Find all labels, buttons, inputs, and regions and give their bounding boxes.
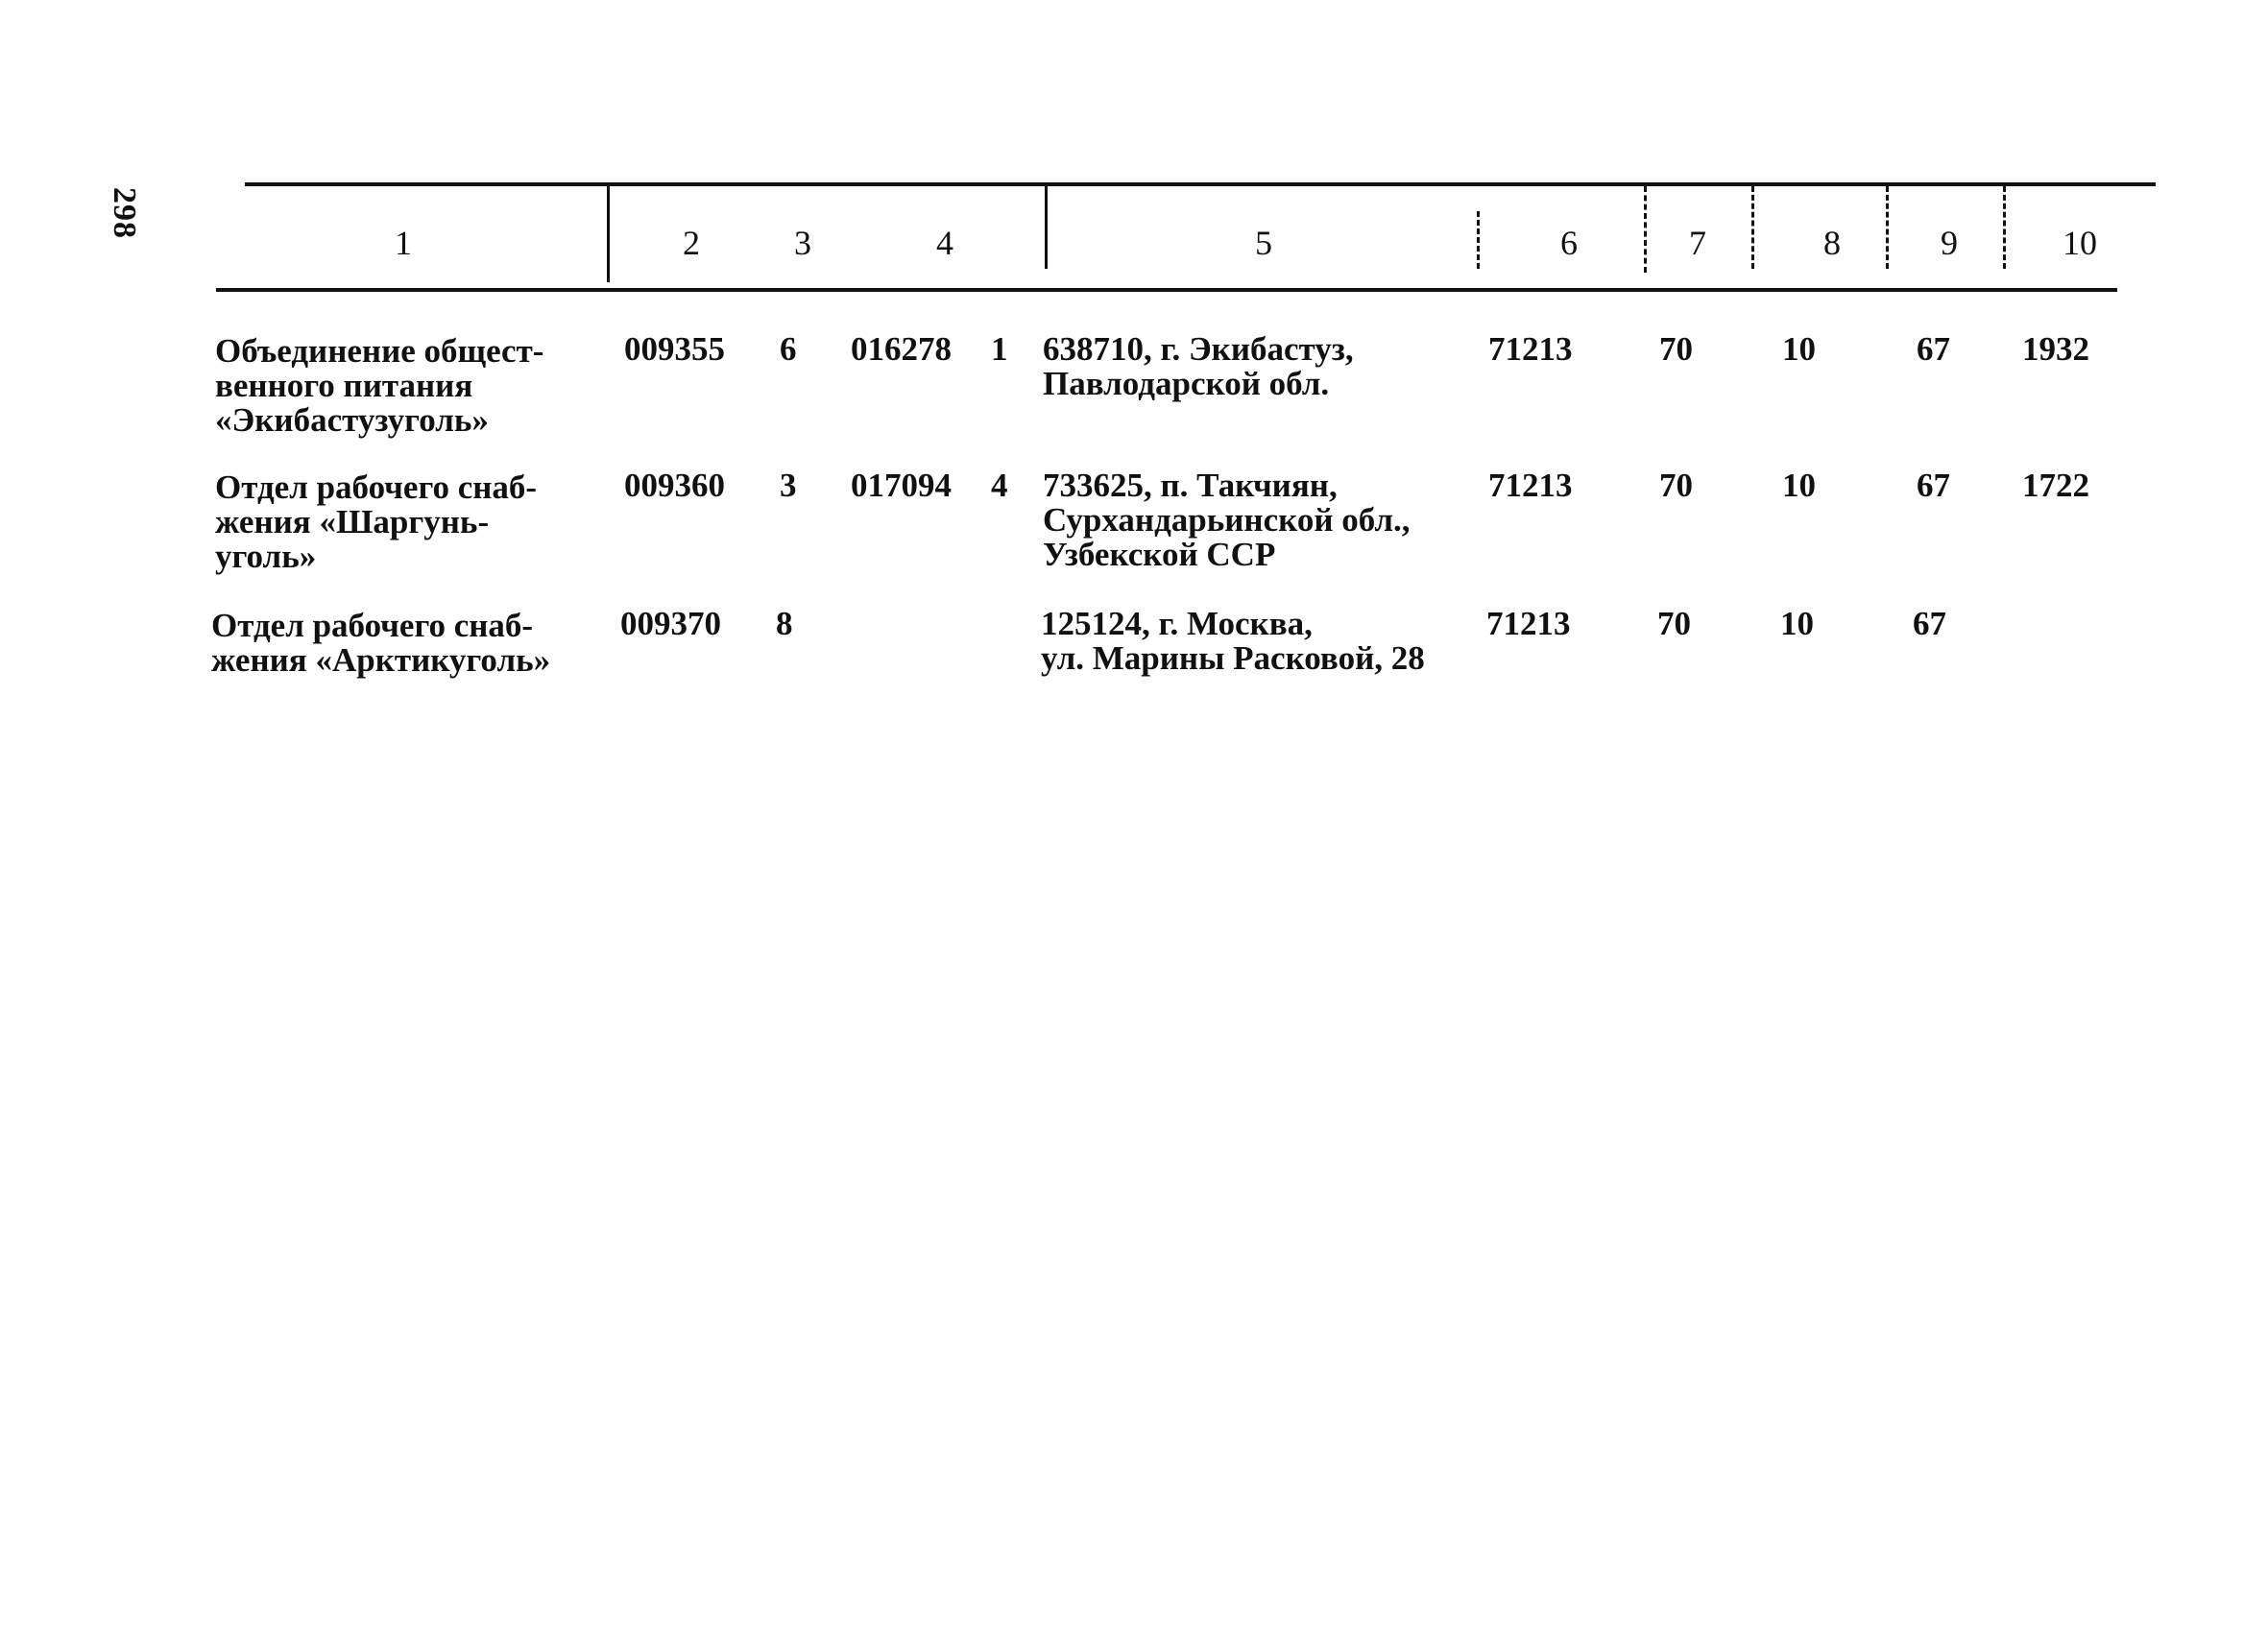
header-separator xyxy=(2003,186,2006,269)
row-1-address: 638710, г. Экибастуз, Павлодарской обл. xyxy=(1043,330,1354,402)
row-2-organization: Отдел рабочего снаб- жения «Шаргунь- уголь» xyxy=(215,468,538,575)
row-1-col-2: 009355 xyxy=(624,330,725,368)
header-separator xyxy=(1644,186,1647,273)
header-col-4: 4 xyxy=(936,224,953,262)
row-1-col-9: 67 xyxy=(1917,330,1950,368)
row-2-col-2: 009360 xyxy=(624,467,725,504)
row-1-col-10: 1932 xyxy=(2022,330,2089,368)
row-2-col-4-suffix: 4 xyxy=(991,467,1008,504)
header-separator xyxy=(1045,186,1048,269)
row-3-col-3: 8 xyxy=(776,605,793,642)
row-2-col-10: 1722 xyxy=(2022,467,2089,504)
header-col-3: 3 xyxy=(794,224,811,262)
row-1-col-3: 6 xyxy=(780,330,797,368)
row-1-col-8: 10 xyxy=(1782,330,1816,368)
header-col-8: 8 xyxy=(1823,224,1841,262)
table-top-rule xyxy=(245,182,2156,186)
row-2-col-4: 017094 xyxy=(851,467,952,504)
row-1-col-4: 016278 xyxy=(851,330,952,368)
header-bottom-rule xyxy=(216,288,2117,292)
header-col-1: 1 xyxy=(395,224,412,262)
row-2-col-9: 67 xyxy=(1917,467,1950,504)
row-1-organization: Объединение общест- венного питания «Экибастузуголь» xyxy=(215,332,544,439)
row-3-col-7: 70 xyxy=(1657,605,1691,642)
row-2-col-3: 3 xyxy=(780,467,797,504)
header-separator xyxy=(1886,186,1889,269)
header-col-10: 10 xyxy=(2063,224,2097,262)
row-1-col-7: 70 xyxy=(1659,330,1693,368)
row-3-organization: Отдел рабочего снаб- жения «Арктикуголь» xyxy=(211,607,551,679)
header-col-2: 2 xyxy=(683,224,700,262)
row-3-col-2: 009370 xyxy=(620,605,721,642)
row-1-col-4-suffix: 1 xyxy=(991,330,1008,368)
row-3-address: 125124, г. Москва, ул. Марины Расковой, 28 xyxy=(1041,605,1425,677)
page-number: 298 xyxy=(107,187,142,239)
row-3-col-9: 67 xyxy=(1913,605,1946,642)
row-2-address: 733625, п. Такчиян, Сурхандарьинской обл., Узбекской ССР xyxy=(1043,467,1411,573)
header-col-9: 9 xyxy=(1941,224,1958,262)
row-3-col-6: 71213 xyxy=(1486,605,1571,642)
header-separator xyxy=(1751,186,1754,269)
header-separator xyxy=(607,186,610,282)
header-col-5: 5 xyxy=(1255,224,1272,262)
header-col-7: 7 xyxy=(1689,224,1706,262)
row-2-col-6: 71213 xyxy=(1488,467,1573,504)
header-col-6: 6 xyxy=(1560,224,1578,262)
row-1-col-6: 71213 xyxy=(1488,330,1573,368)
row-2-col-8: 10 xyxy=(1782,467,1816,504)
header-separator xyxy=(1477,211,1480,269)
row-2-col-7: 70 xyxy=(1659,467,1693,504)
row-3-col-8: 10 xyxy=(1780,605,1814,642)
